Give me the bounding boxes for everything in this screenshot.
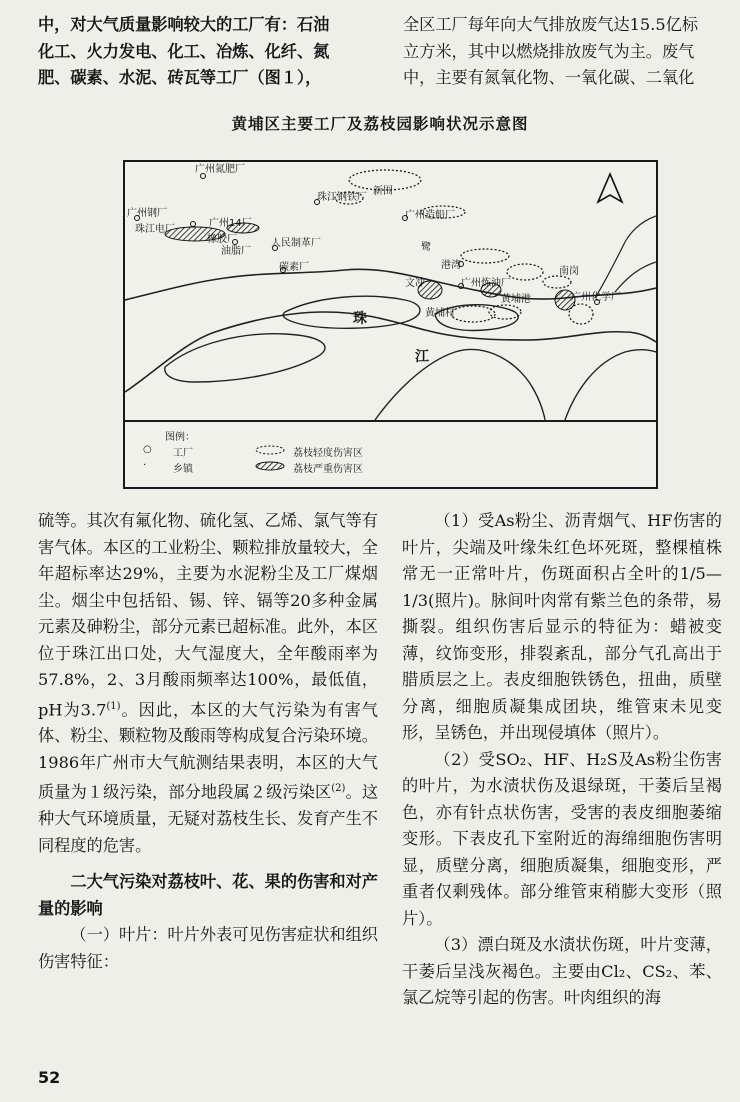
map-label: 黄埔村 bbox=[425, 308, 455, 319]
river-branch bbox=[565, 350, 656, 420]
map-label: 江 bbox=[415, 349, 429, 365]
legend-zone-icons bbox=[253, 442, 287, 476]
text-line: 化工、火力发电、化工、冶炼、化纤、氮 bbox=[38, 41, 330, 61]
map-label: 广州氮肥厂 bbox=[195, 164, 245, 175]
river-bank-south bbox=[125, 312, 656, 392]
river-branch bbox=[375, 349, 545, 420]
paragraph: （3）漂白斑及水渍状伤斑，叶片变薄，干萎后呈浅灰褐色。主要由Cl₂、CS₂、苯、氯乙烷等引起的伤害。叶肉组织的海 bbox=[402, 935, 722, 1007]
bottom-left-text bbox=[38, 508, 378, 975]
top-left-text bbox=[38, 12, 378, 92]
paragraph: 硫等。其次有氟化物、硫化氢、乙烯、氯气等有害气体。本区的工业粉尘、颗粒排放量较大，全年超标率达29%，主要为水泥粉尘及工厂煤烟尘。烟尘中包括铅、锡、锌、镉等20多种金属元素及砷粉尘，部分元素已超标准。此外，本区位于珠江出口处，大气湿度大，全年酸雨率为57.8%，2、3月酸雨频率达100%，最低值，pH为3.7$^{(1)}$。因此，本区的大气污染为有害气体、粉尘、颗粒物及酸雨等构成复合污染环境。1986年广州市大气航测结果表明，本区的大气质量为１级污染，部分地段属２级污染区$^{(2)}$。这种大气环境质量，无疑对荔枝生长、发育产生不同程度的危害。 bbox=[38, 511, 379, 855]
map-label: 人民制革厂 bbox=[271, 238, 321, 249]
map-legend bbox=[125, 420, 656, 489]
map-label: 黄埔港 bbox=[501, 294, 531, 305]
top-right-text bbox=[403, 12, 721, 92]
reference-mark: (2) bbox=[331, 783, 346, 795]
map-label: 鹭 bbox=[421, 242, 431, 253]
map-label: 珠江钢铁厂 bbox=[317, 192, 367, 203]
bottom-right-text bbox=[402, 508, 722, 1012]
map-label: 广州14厂 bbox=[209, 218, 252, 229]
text-line: 中，对大气质量影响较大的工厂有：石油 bbox=[38, 15, 330, 34]
map-figure bbox=[123, 160, 658, 489]
paragraph: （1）受As粉尘、沥青烟气、HF伤害的叶片，尖端及叶缘朱红色坏死斑，整棵植株常无一正常叶片，伤斑面积占全叶的1/5—1/3(照片)。脉间叶肉常有紫兰色的条带，易撕裂。组织伤害后显示的特征为：蜡被变薄，纹饰变形，排裂紊乱，部分气孔高出于腊质层之上。表皮细胞铁锈色，扭曲，质壁分离，细胞质凝集成团块，维管束未见变形，呈锈色，并出现侵填体（照片）。 bbox=[402, 511, 722, 742]
legend-title: 图例： bbox=[165, 432, 195, 443]
map-drawing bbox=[125, 162, 656, 420]
legend-severe-label: 荔枝严重伤害区 bbox=[293, 464, 363, 475]
map-label: 油脂厂 bbox=[221, 246, 251, 257]
mild-zone bbox=[461, 249, 509, 263]
map-label: 珠 bbox=[353, 311, 367, 327]
map-label: 新围 bbox=[373, 186, 393, 197]
north-arrow-icon bbox=[598, 174, 622, 202]
creek bbox=[615, 262, 656, 292]
text-line: 肥、碳素、水泥、砖瓦等工厂（图１）， bbox=[38, 68, 322, 87]
mild-zone bbox=[507, 264, 543, 280]
legend-town-label: 乡镇 bbox=[173, 464, 193, 475]
reference-mark: (1) bbox=[106, 700, 121, 712]
mild-zone bbox=[543, 276, 571, 288]
mild-zone bbox=[451, 306, 495, 322]
text-line: 全区工厂每年向大气排放废气达15.5亿标 bbox=[403, 15, 699, 34]
subsection-title: （一）叶片：叶片外表可见伤害症状和组织伤害特征： bbox=[38, 925, 378, 971]
map-label: 广州化学厂 bbox=[571, 292, 621, 303]
map-label: 广州钢厂 bbox=[127, 208, 167, 219]
factory-marker bbox=[191, 222, 196, 227]
figure-caption: 黄埔区主要工厂及荔枝园影响状况示意图 bbox=[231, 114, 529, 133]
text-line: 中，主要有氮氧化物、一氧化碳、二氧化 bbox=[403, 68, 695, 87]
map-label: 广州炼油厂 bbox=[461, 278, 511, 289]
map-label: 橡胶厂 bbox=[207, 234, 237, 245]
legend-mild-label: 荔枝轻度伤害区 bbox=[293, 448, 363, 459]
map-label: 珠江电厂 bbox=[135, 224, 175, 235]
map-label: 碳素厂 bbox=[279, 262, 309, 273]
map-label: 文冲 bbox=[405, 278, 425, 289]
legend-factory-label: 工厂 bbox=[173, 448, 193, 459]
map-label: 港湾 bbox=[441, 260, 461, 271]
island bbox=[165, 334, 325, 382]
paragraph: （2）受SO₂、HF、H₂S及As粉尘伤害的叶片，为水渍状伤及退绿斑，干萎后呈褐色，亦有针点状伤害，受害的表皮细胞萎缩变形。下表皮孔下室附近的海绵细胞伤害明显，质壁分离，细胞质凝集，细胞变形，严重者仅剩残体。部分维管束稍膨大变形（照片）。 bbox=[402, 749, 722, 928]
map-label: 广州造船厂 bbox=[405, 210, 455, 221]
text-line: 立方米，其中以燃烧排放废气为主。废气 bbox=[403, 41, 695, 61]
page-number: 52 bbox=[38, 1068, 61, 1087]
legend-town-icon: · bbox=[143, 460, 147, 471]
section-heading: 二大气污染对荔枝叶、花、果的伤害和对产量的影响 bbox=[38, 872, 378, 918]
legend-factory-icon: ○ bbox=[143, 444, 152, 455]
creek bbox=[595, 216, 656, 298]
map-label: 南岗 bbox=[559, 266, 579, 277]
